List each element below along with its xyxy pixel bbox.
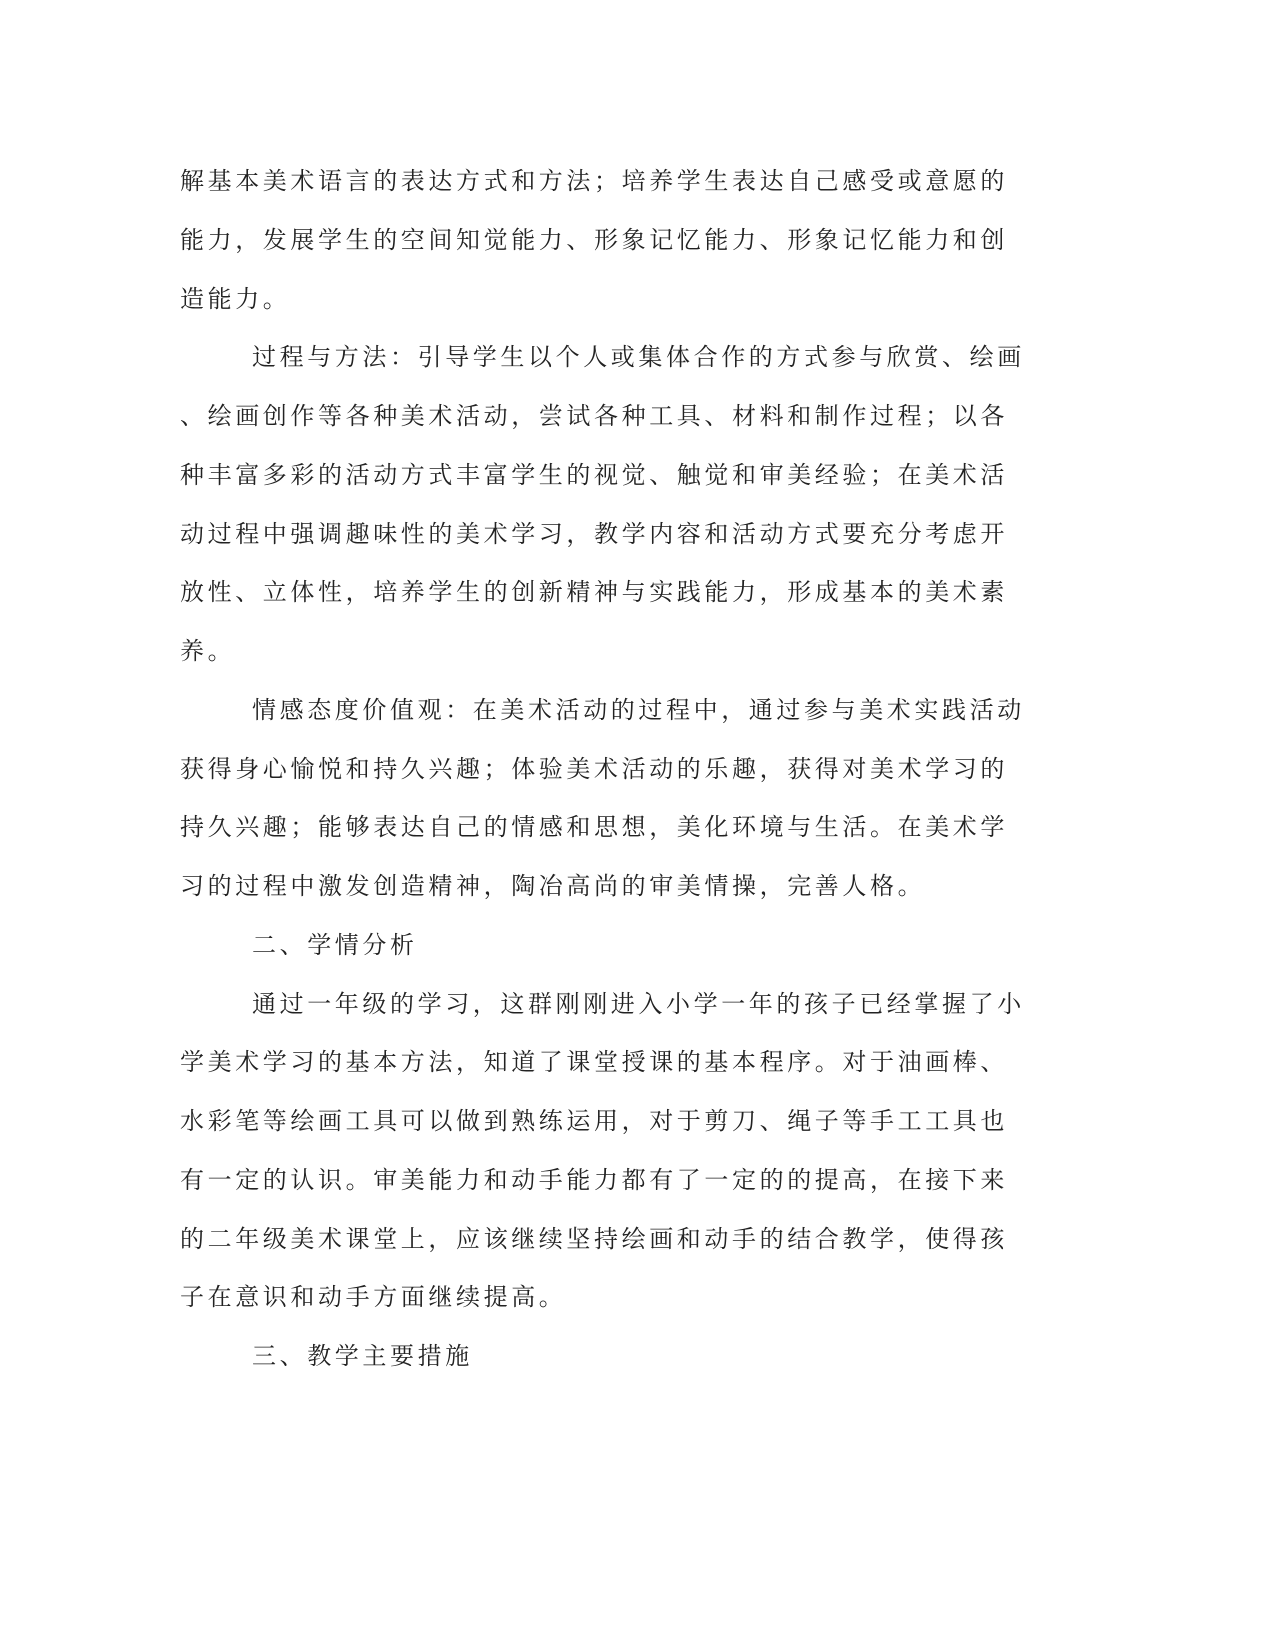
text-line: 情感态度价值观：在美术活动的过程中，通过参与美术实践活动 xyxy=(252,695,1025,724)
text-line: 能力，发展学生的空间知觉能力、形象记忆能力、形象记忆能力和创 xyxy=(180,225,1008,254)
text-line: 通过一年级的学习，这群刚刚进入小学一年的孩子已经掌握了小 xyxy=(252,989,1025,1018)
text-line: 获得身心愉悦和持久兴趣；体验美术活动的乐趣，获得对美术学习的 xyxy=(180,754,1008,783)
text-line: 放性、立体性，培养学生的创新精神与实践能力，形成基本的美术素 xyxy=(180,578,1008,607)
text-line: 解基本美术语言的表达方式和方法；培养学生表达自己感受或意愿的 xyxy=(180,167,1008,195)
text-line: 、绘画创作等各种美术活动，尝试各种工具、材料和制作过程；以各 xyxy=(180,402,1008,430)
text-line: 有一定的认识。审美能力和动手能力都有了一定的的提高，在接下来 xyxy=(180,1165,1008,1194)
text-line: 养。 xyxy=(180,637,236,665)
text-line: 造能力。 xyxy=(180,284,291,313)
paragraph-knowledge-skills-continued xyxy=(180,152,1060,328)
document-body xyxy=(180,152,1060,1386)
text-line: 习的过程中激发创造精神，陶冶高尚的审美情操，完善人格。 xyxy=(180,872,926,900)
text-line: 持久兴趣；能够表达自己的情感和思想，美化环境与生活。在美术学 xyxy=(180,813,1008,842)
section-heading-teaching-measures: 三、教学主要措施 xyxy=(252,1342,473,1370)
paragraph-student-analysis xyxy=(180,975,1060,1328)
text-line: 学美术学习的基本方法，知道了课堂授课的基本程序。对于油画棒、 xyxy=(180,1048,1008,1077)
text-line: 子在意识和动手方面继续提高。 xyxy=(180,1283,567,1312)
text-line: 种丰富多彩的活动方式丰富学生的视觉、触觉和审美经验；在美术活 xyxy=(180,460,1008,489)
text-line: 的二年级美术课堂上，应该继续坚持绘画和动手的结合教学，使得孩 xyxy=(180,1224,1008,1253)
paragraph-process-methods xyxy=(180,328,1060,681)
text-line: 动过程中强调趣味性的美术学习，教学内容和活动方式要充分考虑开 xyxy=(180,519,1008,548)
section-heading-student-analysis: 二、学情分析 xyxy=(252,930,418,959)
paragraph-emotion-attitude-values xyxy=(180,681,1060,916)
text-line: 水彩笔等绘画工具可以做到熟练运用，对于剪刀、绳子等手工工具也 xyxy=(180,1107,1008,1135)
text-line: 过程与方法：引导学生以个人或集体合作的方式参与欣赏、绘画 xyxy=(252,343,1025,372)
